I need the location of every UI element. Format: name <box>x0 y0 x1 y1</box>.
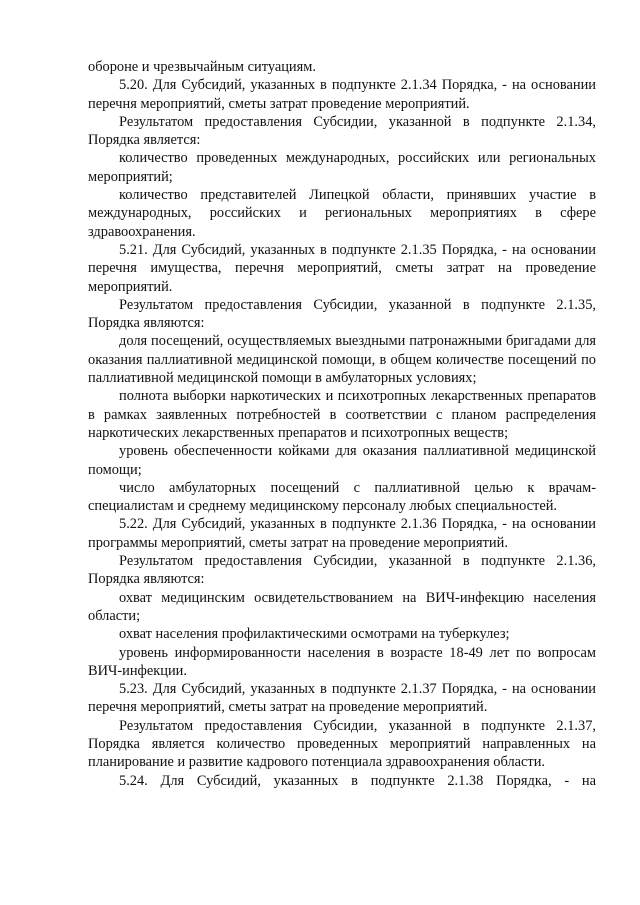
paragraph-list-item: число амбулаторных посещений с паллиативной целью к врачам-специалистам и среднему медицинскому персоналу любых специальностей. <box>88 479 596 515</box>
paragraph-list-item: охват населения профилактическими осмотрами на туберкулез; <box>119 626 510 643</box>
paragraph-clause-5-24: 5.24. Для Субсидий, указанных в подпункте 2.1.38 Порядка, - на <box>119 772 596 789</box>
paragraph: Результатом предоставления Субсидии, указанной в подпункте 2.1.34, Порядка является: <box>88 113 596 149</box>
paragraph-clause-5-21: 5.21. Для Субсидий, указанных в подпункте 2.1.35 Порядка, - на основании перечня имущества, перечня мероприятий, сметы затрат на проведение мероприятий. <box>88 241 596 295</box>
paragraph-list-item: полнота выборки наркотических и психотропных лекарственных препаратов в рамках заявленных потребностей в соответствии с планом распределения наркотических лекарственных препаратов и психотропных веществ; <box>88 388 596 441</box>
paragraph: Результатом предоставления Субсидии, указанной в подпункте 2.1.35, Порядка являются: <box>88 296 596 332</box>
paragraph: Результатом предоставления Субсидии, указанной в подпункте 2.1.36, Порядка являются: <box>88 553 596 588</box>
paragraph-list-item: количество представителей Липецкой области, принявших участие в международных, российских и региональных мероприятиях в сфере здравоохранения. <box>88 187 596 240</box>
paragraph-list-item: количество проведенных международных, российских или региональных мероприятий; <box>88 150 596 185</box>
paragraph-list-item: охват медицинским освидетельствованием на ВИЧ-инфекцию населения области; <box>88 589 596 624</box>
document-page <box>88 58 596 790</box>
paragraph: Результатом предоставления Субсидии, указанной в подпункте 2.1.37, Порядка является количество проведенных мероприятий направленных на планирование и развитие кадрового потенциала здравоохранения области. <box>88 717 596 771</box>
paragraph-list-item: уровень обеспеченности койками для оказания паллиативной медицинской помощи; <box>88 443 596 478</box>
paragraph-list-item: уровень информированности населения в возрасте 18-49 лет по вопросам ВИЧ-инфекции. <box>88 644 596 679</box>
paragraph: обороне и чрезвычайным ситуациям. <box>88 59 316 75</box>
paragraph-clause-5-22: 5.22. Для Субсидий, указанных в подпункте 2.1.36 Порядка, - на основании программы мероприятий, сметы затрат на проведение мероприятий. <box>88 516 596 551</box>
paragraph-clause-5-20: 5.20. Для Субсидий, указанных в подпункте 2.1.34 Порядка, - на основании перечня мероприятий, сметы затрат проведение мероприятий. <box>88 77 596 112</box>
paragraph-clause-5-23: 5.23. Для Субсидий, указанных в подпункте 2.1.37 Порядка, - на основании перечня мероприятий, сметы затрат на проведение мероприятий. <box>88 681 596 716</box>
paragraph-list-item: доля посещений, осуществляемых выездными патронажными бригадами для оказания паллиативной медицинской помощи, в общем количестве посещений по паллиативной медицинской помощи в амбулаторных условиях; <box>88 333 596 387</box>
